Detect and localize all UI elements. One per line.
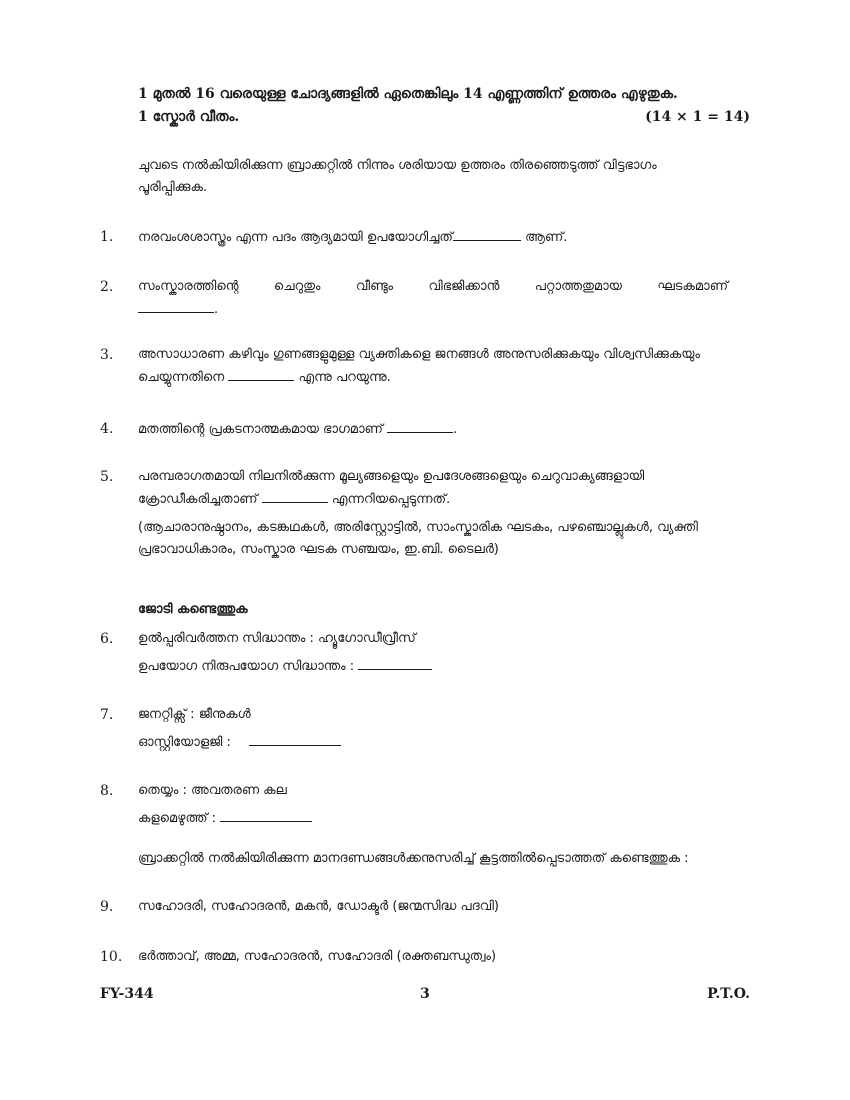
- question-number: 6.: [100, 631, 114, 647]
- question-number: 1.: [100, 229, 114, 245]
- question-number: 8.: [100, 783, 114, 799]
- question-number: 2.: [100, 279, 114, 295]
- answer-blank[interactable]: [138, 298, 214, 313]
- question-number: 5.: [100, 469, 114, 485]
- question-5: [100, 466, 728, 561]
- question-tail: ആണ്.: [525, 230, 568, 245]
- question-2: [100, 276, 728, 321]
- pair-given: ഉൽപ്പരിവർത്തന സിദ്ധാന്തം : ഹ്യൂഗോഡീവ്രീസ്: [138, 631, 416, 646]
- please-turn-over: P.T.O.: [707, 986, 750, 1002]
- answer-blank[interactable]: [228, 366, 294, 381]
- score-line: [138, 109, 750, 125]
- question-3: [100, 344, 728, 389]
- question-tail: .: [453, 422, 458, 437]
- question-text: പരമ്പരാഗതമായി നിലനിൽക്കുന്ന മൂല്യങ്ങളെയും ഉപദേശങ്ങളെയും ചെറുവാക്യങ്ങളായി ക്രോഡീകരിച്ചതാണ്: [138, 469, 645, 507]
- question-9: [100, 896, 728, 918]
- answer-blank[interactable]: [220, 807, 312, 822]
- odd-one-out-instruction: ബ്രാക്കറ്റിൽ നൽകിയിരിക്കുന്ന മാനദണ്ഡങ്ങൾക്കനുസരിച്ച് കൂട്ടത്തിൽപ്പെടാത്തത് കണ്ടെത്തുക :: [138, 851, 689, 866]
- question-text: ഭർത്താവ്, അമ്മ, സഹോദരൻ, സഹോദരി (രക്തബന്ധുത്വം): [138, 949, 497, 964]
- question-number: 9.: [100, 899, 114, 915]
- pair-prompt: കളമെഴുത്ത് :: [138, 811, 217, 826]
- question-text: നരവംശശാസ്ത്രം എന്ന പദം ആദ്യമായി ഉപയോഗിച്ചത്: [138, 230, 453, 245]
- question-7: [100, 704, 728, 754]
- question-number: 10.: [100, 949, 123, 965]
- question-tail: എന്നറിയപ്പെടുന്നത്.: [331, 492, 451, 507]
- question-number: 4.: [100, 421, 114, 437]
- pair-given: തെയ്യം : അവതരണ കല: [138, 783, 287, 798]
- pair-given: ജനറ്റിക്സ് : ജീനുകൾ: [138, 707, 251, 722]
- main-instruction: 1 മുതൽ 16 വരെയുള്ള ചോദ്യങ്ങളിൽ ഏതെങ്കിലും 14 എണ്ണത്തിന് ഉത്തരം എഴുതുക.: [138, 86, 678, 102]
- question-number: 7.: [100, 707, 114, 723]
- question-number: 3.: [100, 347, 114, 363]
- pair-prompt: ഉപയോഗ നിരുപയോഗ സിദ്ധാന്തം :: [138, 659, 355, 674]
- section-instruction: ചുവടെ നൽകിയിരിക്കുന്ന ബ്രാക്കറ്റിൽ നിന്നും ശരിയായ ഉത്തരം തിരഞ്ഞെടുത്ത് വിട്ടഭാഗം പൂരിപ്പിക്കുക.: [138, 158, 657, 195]
- question-10: [100, 946, 728, 968]
- answer-blank[interactable]: [249, 731, 341, 746]
- question-text: സഹോദരി, സഹോദരൻ, മകൻ, ഡോക്ടർ (ജന്മസിദ്ധ പദവി): [138, 899, 499, 914]
- question-text: മതത്തിന്റെ പ്രകടനാത്മകമായ ഭാഗമാണ്: [138, 422, 383, 437]
- answer-blank[interactable]: [387, 418, 453, 433]
- question-4: [100, 418, 728, 441]
- pair-prompt: ഓസ്റ്റിയോളജി :: [138, 735, 231, 750]
- score-note: 1 സ്കോർ വീതം.: [138, 109, 240, 125]
- answer-blank[interactable]: [262, 488, 328, 503]
- answer-blank[interactable]: [453, 226, 521, 241]
- answer-blank[interactable]: [358, 655, 432, 670]
- question-tail: .: [214, 302, 219, 317]
- question-1: [100, 226, 728, 249]
- question-text: സംസ്കാരത്തിന്റെ ചെറുതും വീണ്ടും വിഭജിക്കാൻ പറ്റാത്തതുമായ ഘടകമാണ്: [138, 279, 728, 294]
- paper-code: FY-344: [100, 986, 154, 1002]
- answer-options: (ആചാരാനുഷ്ഠാനം, കടങ്കഥകൾ, അരിസ്റ്റോട്ടിൽ, സാംസ്കാരിക ഘടകം, പഴഞ്ചൊല്ലുകൾ, വ്യക്തി പ്രഭാവാധികാരം, സംസ്കാര ഘടക സഞ്ചയം, ഇ.ബി. ടൈലർ): [138, 520, 698, 557]
- question-6: [100, 628, 728, 678]
- match-heading: ജോടി കണ്ടെത്തുക: [138, 602, 248, 617]
- question-text: അസാധാരണ കഴിവും ഗുണങ്ങളുമുള്ള വ്യക്തികളെ ജനങ്ങൾ അനുസരിക്കുകയും വിശ്വസിക്കുകയും ചെയ്യുന്നതിനെ: [138, 347, 700, 385]
- marks-total: (14 × 1 = 14): [645, 109, 750, 125]
- question-8: [100, 780, 728, 830]
- question-tail: എന്നു പറയുന്നു.: [298, 370, 391, 385]
- page-number: 3: [420, 986, 430, 1002]
